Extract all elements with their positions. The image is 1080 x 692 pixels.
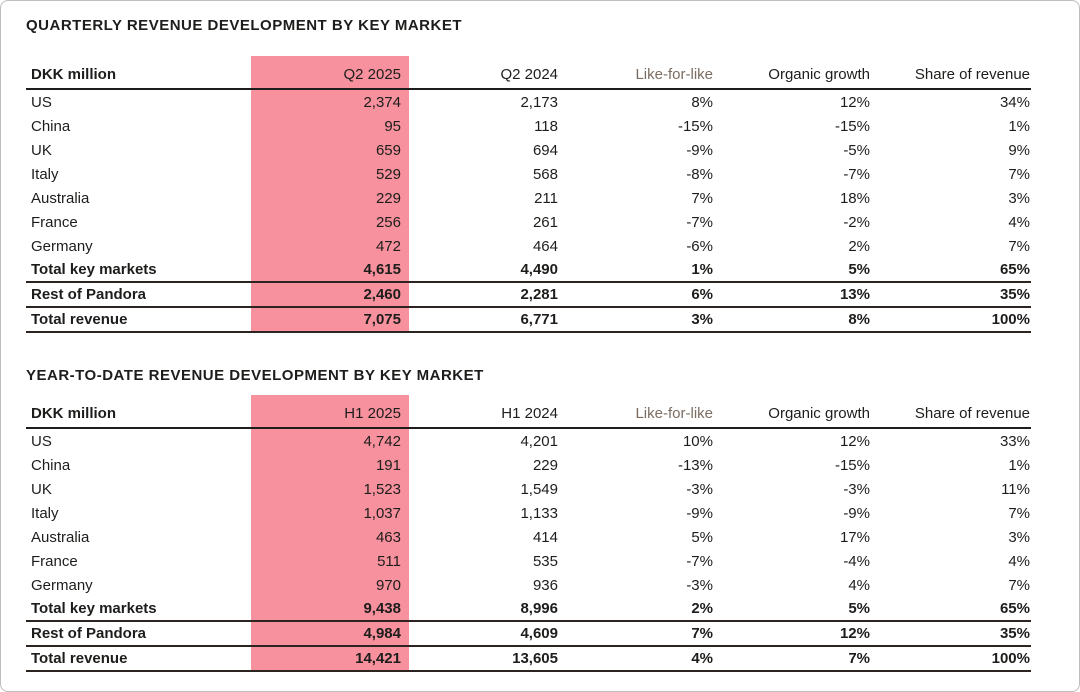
value-cell: 970 — [251, 573, 409, 597]
value-cell: -3% — [686, 576, 713, 594]
column-header-share-of-revenue: Share of revenue — [914, 405, 1030, 422]
year-to-date-revenue-table — [26, 395, 1031, 672]
value-cell: 3% — [1008, 528, 1030, 546]
row-label: Germany — [31, 237, 93, 255]
column-header-dkk-million: DKK million — [31, 66, 116, 83]
row-label: UK — [31, 480, 52, 498]
row-label: France — [31, 552, 78, 570]
value-cell: 511 — [251, 549, 409, 573]
row-label: China — [31, 117, 71, 135]
value-cell: 535 — [532, 552, 558, 570]
market-row — [26, 501, 1031, 525]
value-cell: 464 — [532, 237, 558, 255]
year-to-date-section-title: YEAR-TO-DATE REVENUE DEVELOPMENT BY KEY MARKET — [26, 367, 484, 384]
row-label: Total key markets — [26, 258, 251, 282]
value-cell: 2,281 — [409, 282, 561, 307]
row-label: Australia — [31, 189, 90, 207]
value-cell: 6% — [561, 282, 714, 307]
quarterly-revenue-section — [26, 15, 1054, 333]
value-cell: 7% — [1008, 237, 1030, 255]
value-cell: 191 — [251, 453, 409, 477]
value-cell: -13% — [677, 456, 713, 474]
value-cell: 568 — [532, 165, 558, 183]
value-cell: 10% — [682, 432, 713, 450]
value-cell: 3% — [561, 307, 714, 332]
row-label: Australia — [31, 528, 90, 546]
table-header-row — [26, 56, 1031, 89]
value-cell: 529 — [251, 162, 409, 186]
market-row — [26, 453, 1031, 477]
value-cell: 1,549 — [520, 480, 558, 498]
table-header-row — [26, 395, 1031, 428]
total-row — [26, 307, 1031, 332]
column-header-h1-2024: H1 2024 — [501, 405, 558, 422]
value-cell: 256 — [251, 210, 409, 234]
value-cell: 100% — [871, 646, 1031, 671]
value-cell: 5% — [714, 258, 871, 282]
value-cell: 7% — [691, 189, 713, 207]
value-cell: -7% — [686, 213, 713, 231]
value-cell: -9% — [686, 504, 713, 522]
column-header-h1-2025: H1 2025 — [251, 395, 409, 428]
value-cell: -8% — [686, 165, 713, 183]
value-cell: 6,771 — [409, 307, 561, 332]
column-header-dkk-million: DKK million — [31, 405, 116, 422]
value-cell: 12% — [714, 621, 871, 646]
column-header-organic-growth: Organic growth — [768, 66, 870, 83]
market-row — [26, 89, 1031, 114]
row-label: UK — [31, 141, 52, 159]
value-cell: 11% — [1001, 480, 1030, 498]
row-label: Germany — [31, 576, 93, 594]
value-cell: -5% — [843, 141, 870, 159]
value-cell: 118 — [534, 117, 558, 135]
value-cell: 463 — [251, 525, 409, 549]
value-cell: 8% — [691, 93, 713, 111]
row-label: Italy — [31, 165, 59, 183]
column-header-like-for-like: Like-for-like — [635, 66, 713, 83]
value-cell: 7% — [1008, 165, 1030, 183]
market-row — [26, 525, 1031, 549]
value-cell: 7,075 — [251, 307, 409, 332]
value-cell: -2% — [843, 213, 870, 231]
value-cell: 472 — [251, 234, 409, 258]
column-header-share-of-revenue: Share of revenue — [914, 66, 1030, 83]
value-cell: 4,615 — [251, 258, 409, 282]
value-cell: 1% — [1008, 456, 1030, 474]
value-cell: 1% — [1008, 117, 1030, 135]
value-cell: 659 — [251, 138, 409, 162]
row-label: US — [31, 432, 52, 450]
column-header-q2-2025: Q2 2025 — [251, 56, 409, 89]
value-cell: 4,984 — [251, 621, 409, 646]
value-cell: 5% — [714, 597, 871, 621]
value-cell: 261 — [532, 213, 558, 231]
value-cell: 18% — [839, 189, 870, 207]
row-label: Total revenue — [26, 646, 251, 671]
value-cell: 1,133 — [520, 504, 558, 522]
value-cell: 4% — [1008, 213, 1030, 231]
row-label: Rest of Pandora — [26, 282, 251, 307]
value-cell: 2% — [848, 237, 870, 255]
column-header-q2-2024: Q2 2024 — [500, 66, 558, 83]
value-cell: 4% — [1008, 552, 1030, 570]
value-cell: 7% — [561, 621, 714, 646]
value-cell: 35% — [871, 621, 1031, 646]
row-label: China — [31, 456, 71, 474]
market-row — [26, 114, 1031, 138]
value-cell: -15% — [834, 456, 870, 474]
row-label: Italy — [31, 504, 59, 522]
market-row — [26, 162, 1031, 186]
value-cell: 694 — [532, 141, 558, 159]
value-cell: 17% — [839, 528, 870, 546]
value-cell: 4,609 — [409, 621, 561, 646]
value-cell: 13,605 — [409, 646, 561, 671]
value-cell: 211 — [534, 189, 558, 207]
column-header-organic-growth: Organic growth — [768, 405, 870, 422]
market-row — [26, 186, 1031, 210]
total-row — [26, 258, 1031, 282]
value-cell: 1% — [561, 258, 714, 282]
market-row — [26, 549, 1031, 573]
total-row — [26, 597, 1031, 621]
value-cell: 3% — [1008, 189, 1030, 207]
value-cell: 7% — [714, 646, 871, 671]
row-label: Total revenue — [26, 307, 251, 332]
value-cell: 5% — [691, 528, 713, 546]
value-cell: -9% — [686, 141, 713, 159]
value-cell: 100% — [871, 307, 1031, 332]
total-row — [26, 646, 1031, 671]
value-cell: 2% — [561, 597, 714, 621]
value-cell: 4,201 — [520, 432, 558, 450]
total-row — [26, 282, 1031, 307]
value-cell: 33% — [999, 432, 1030, 450]
value-cell: 4,490 — [409, 258, 561, 282]
value-cell: 229 — [251, 186, 409, 210]
value-cell: -15% — [677, 117, 713, 135]
quarterly-revenue-table — [26, 56, 1031, 333]
value-cell: 4,742 — [251, 428, 409, 453]
value-cell: 229 — [532, 456, 558, 474]
value-cell: 13% — [714, 282, 871, 307]
value-cell: -7% — [843, 165, 870, 183]
market-row — [26, 428, 1031, 453]
value-cell: 7% — [1008, 504, 1030, 522]
value-cell: 936 — [532, 576, 558, 594]
row-label: Rest of Pandora — [26, 621, 251, 646]
value-cell: 95 — [251, 114, 409, 138]
quarterly-section-title: QUARTERLY REVENUE DEVELOPMENT BY KEY MARKET — [26, 17, 463, 34]
value-cell: -9% — [843, 504, 870, 522]
value-cell: -3% — [843, 480, 870, 498]
value-cell: 8% — [714, 307, 871, 332]
value-cell: -7% — [686, 552, 713, 570]
market-row — [26, 210, 1031, 234]
value-cell: 12% — [839, 93, 870, 111]
value-cell: 4% — [848, 576, 870, 594]
total-row — [26, 621, 1031, 646]
value-cell: 65% — [871, 597, 1031, 621]
row-label: US — [31, 93, 52, 111]
value-cell: 35% — [871, 282, 1031, 307]
value-cell: 2,173 — [520, 93, 558, 111]
value-cell: 12% — [839, 432, 870, 450]
value-cell: 34% — [999, 93, 1030, 111]
value-cell: 1,523 — [251, 477, 409, 501]
value-cell: -4% — [843, 552, 870, 570]
year-to-date-revenue-section — [26, 365, 1054, 672]
market-row — [26, 138, 1031, 162]
value-cell: 1,037 — [251, 501, 409, 525]
row-label: Total key markets — [26, 597, 251, 621]
value-cell: 7% — [1008, 576, 1030, 594]
value-cell: 414 — [532, 528, 558, 546]
value-cell: -3% — [686, 480, 713, 498]
column-header-like-for-like: Like-for-like — [635, 405, 713, 422]
value-cell: 9,438 — [251, 597, 409, 621]
value-cell: 65% — [871, 258, 1031, 282]
row-label: France — [31, 213, 78, 231]
value-cell: 2,460 — [251, 282, 409, 307]
value-cell: 9% — [1008, 141, 1030, 159]
market-row — [26, 477, 1031, 501]
value-cell: 2,374 — [251, 89, 409, 114]
value-cell: 4% — [561, 646, 714, 671]
market-row — [26, 234, 1031, 258]
value-cell: -15% — [834, 117, 870, 135]
value-cell: -6% — [686, 237, 713, 255]
market-row — [26, 573, 1031, 597]
value-cell: 14,421 — [251, 646, 409, 671]
value-cell: 8,996 — [409, 597, 561, 621]
